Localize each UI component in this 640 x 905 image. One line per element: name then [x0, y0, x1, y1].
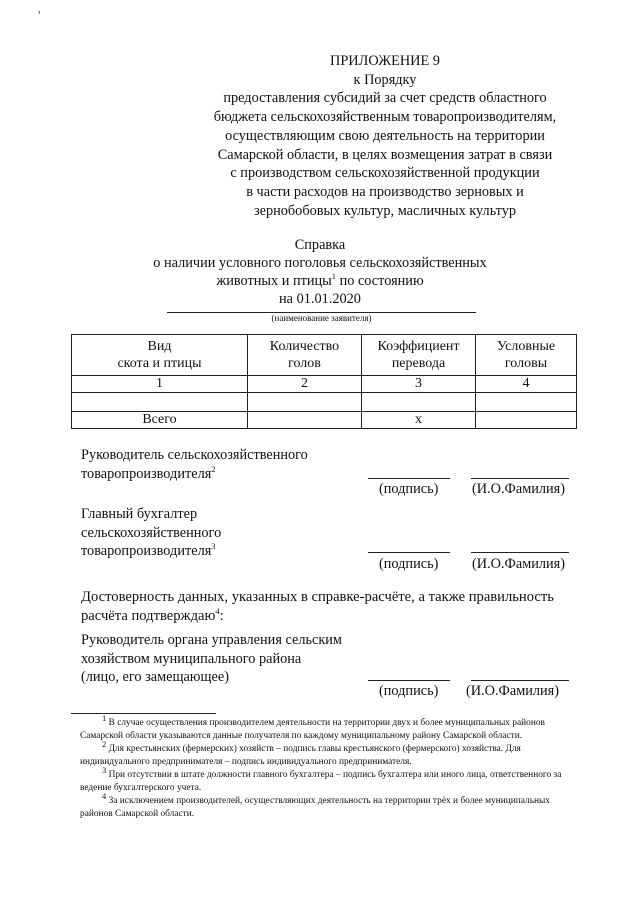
table-cell: 4 [476, 376, 577, 393]
footnote [80, 764, 572, 795]
footnote-ref: 3 [211, 541, 216, 552]
appendix-header [205, 52, 565, 220]
accountant-title-line: товаропроизводителя$^3$ [81, 541, 216, 560]
table-cell [248, 412, 362, 429]
table-cell: 3 [362, 376, 476, 393]
title-text: животных и птицы [216, 273, 332, 289]
appendix-line: в части расходов на производство зерновых и [246, 183, 524, 200]
table-header-cell: Коэффициент перевода [362, 335, 476, 376]
title-line: о наличии условного поголовья сельскохозяйственных [153, 255, 487, 271]
confirmation-line: расчёта подтверждаю$^4$: [81, 605, 224, 624]
table-cell: 2 [248, 376, 362, 393]
table-cell[interactable] [72, 393, 248, 412]
footnote [80, 790, 572, 821]
table-cell: Всего [72, 412, 248, 429]
livestock-table [71, 334, 577, 429]
signature-line [368, 680, 450, 681]
table-cell[interactable] [476, 393, 577, 412]
signature-line [368, 478, 450, 479]
name-label: (И.О.Фамилия) [472, 481, 566, 497]
accountant-title-line: сельскохозяйственного [81, 524, 222, 541]
table-header-cell: Условные головы [476, 335, 577, 376]
title-word: Справка [294, 237, 346, 253]
table-header-cell: Количество голов [248, 335, 362, 376]
footnote-ref: 2 [211, 463, 216, 474]
corner-mark: ' [38, 9, 41, 24]
head-title-line: Руководитель сельскохозяйственного [81, 447, 308, 463]
footnote-number: 4 [102, 790, 107, 801]
footnote-ref: 4 [215, 605, 220, 616]
appendix-line: осуществляющим свою деятельность на территории [225, 127, 545, 144]
document-title [120, 236, 520, 308]
title-line [120, 272, 520, 290]
footnote-number: 2 [102, 738, 107, 749]
accountant-title [81, 505, 221, 561]
title-text: по состоянию [336, 273, 424, 289]
accountant-title-line: Главный бухгалтер [81, 506, 198, 522]
table-cell: 1 [72, 376, 248, 393]
municipal-head-title [81, 631, 342, 687]
name-line [471, 680, 569, 681]
footnote-number: 3 [102, 764, 107, 775]
table-cell[interactable] [362, 393, 476, 412]
footnote-text: При отсутствии в штате должности главного бухгалтера – подпись бухгалтера или иного лица, ответственного за ведение бухгалтерского учета. [80, 770, 562, 793]
appendix-line: Самарской области, в целях возмещения затрат в связи [217, 146, 553, 163]
signature-label: (подпись) [379, 683, 439, 699]
footnote-separator [71, 713, 216, 714]
title-date: на 01.01.2020 [279, 291, 361, 307]
appendix-line: зернобобовых культур, масличных культур [253, 202, 517, 219]
head-title [81, 446, 308, 483]
name-label: (И.О.Фамилия) [472, 556, 566, 572]
confirmation-line: Достоверность данных, указанных в справке-расчёте, а также правильность [81, 589, 554, 605]
appendix-line: предоставления субсидий за счет средств областного [223, 90, 547, 107]
footnote [80, 712, 572, 743]
signature-line [368, 552, 450, 553]
head-title-line: товаропроизводителя$^2$ [81, 463, 216, 482]
appendix-line: к Порядку [353, 71, 417, 88]
appendix-number: ПРИЛОЖЕНИЕ 9 [330, 53, 440, 69]
table-number-row [72, 376, 577, 393]
table-header-row [72, 335, 577, 376]
footnote-ref: 1 [331, 271, 336, 282]
signature-label: (подпись) [379, 481, 439, 497]
footnote [80, 738, 572, 769]
footnotes [80, 712, 572, 821]
appendix-line: бюджета сельскохозяйственным товаропроизводителям, [213, 109, 557, 126]
applicant-caption: (наименование заявителя) [271, 313, 372, 323]
confirmation-text [81, 588, 554, 625]
footnote-text: Для крестьянских (фермерских) хозяйств – подпись главы крестьянского (фермерского) хозяйства. Для индивидуального предпринимателя – подпись индивидуального предпринимателя. [80, 744, 521, 767]
footnote-number: 1 [102, 712, 107, 723]
municipal-title-line: хозяйством муниципального района [81, 650, 302, 667]
table-cell [476, 412, 577, 429]
name-label: (И.О.Фамилия) [466, 683, 560, 699]
appendix-line: с производством сельскохозяйственной продукции [230, 165, 540, 182]
footnote-text: В случае осуществления производителем деятельности на территории двух и более муниципальных районов Самарской области указываются данные получателя по каждому муниципальному району Самарской области. [80, 718, 545, 741]
municipal-title-line: Руководитель органа управления сельским [81, 632, 342, 648]
name-line [471, 478, 569, 479]
name-line [471, 552, 569, 553]
table-cell: х [362, 412, 476, 429]
table-cell[interactable] [248, 393, 362, 412]
footnote-text: За исключением производителей, осуществляющих деятельность на территории трёх и более муниципальных районов Самарской области. [80, 796, 550, 819]
table-header-cell: Вид скота и птицы [72, 335, 248, 376]
signature-label: (подпись) [379, 556, 439, 572]
table-row [72, 393, 577, 412]
municipal-title-line: (лицо, его замещающее) [81, 669, 229, 686]
table-total-row [72, 412, 577, 429]
